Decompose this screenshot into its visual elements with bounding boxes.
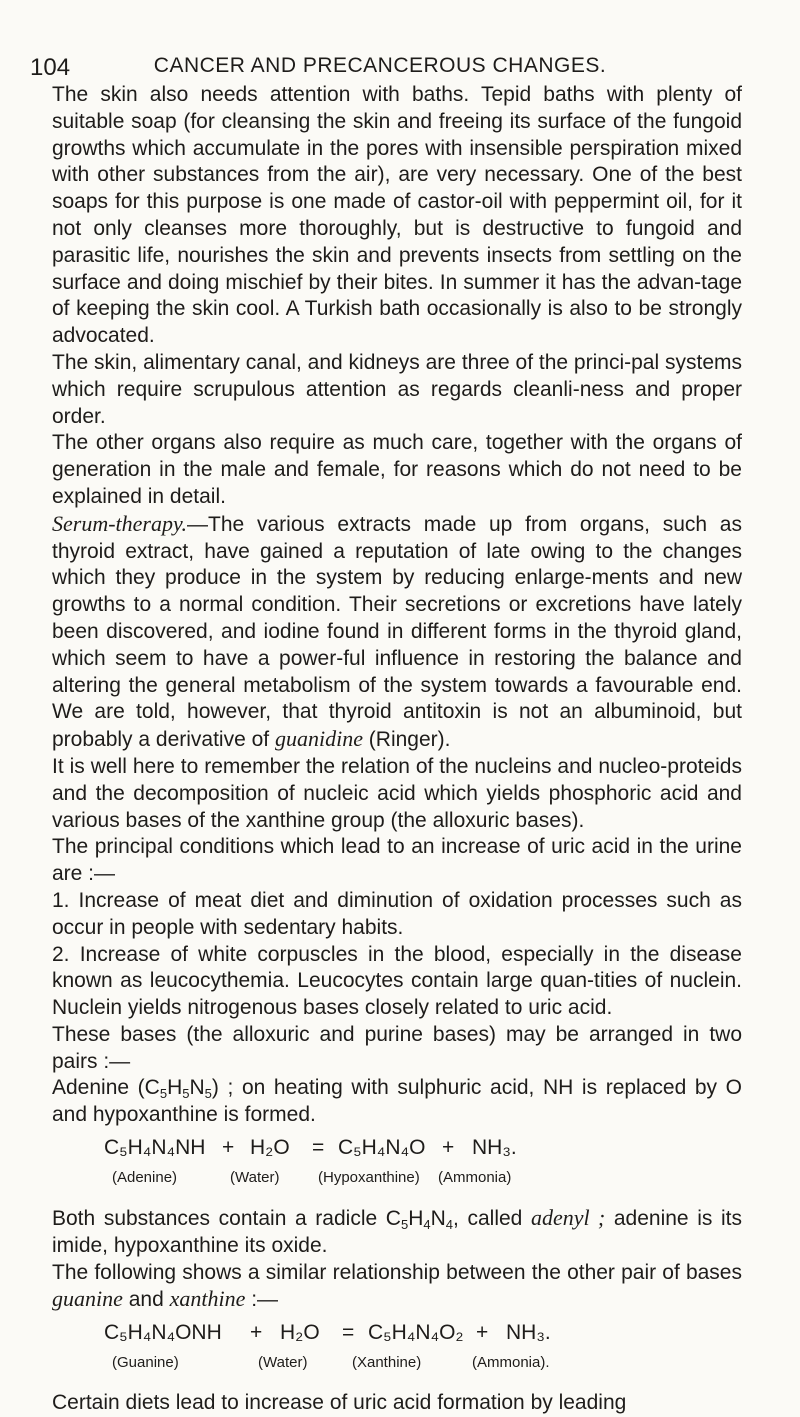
serum-therapy-end: (Ringer). bbox=[362, 728, 451, 752]
adenine-text-d: ) ; on heating with sulphuric acid, NH is replaced by O and hypoxanthine is formed. bbox=[52, 1076, 742, 1127]
paragraph-adenine bbox=[52, 1075, 742, 1129]
radicle-text-b: H bbox=[408, 1207, 424, 1231]
adenine-text-b: H bbox=[167, 1076, 183, 1100]
guanine-term: guanine bbox=[52, 1286, 123, 1312]
body-text bbox=[52, 82, 742, 1417]
serum-therapy-text: —The various extracts made up from organs, such as thyroid extract, have gained a reputation of late owing to the changes which they produce in the system by reducing enlarge-ments and new growths to a normal condition. Their secretions or excretions have lately been discovered, and iodine found in different forms in the thyroid gland, which seem to have a power-ful influence in restoring the balance and altering the general metabolism of the system towards a favourable end. We are told, however, that thyroid antitoxin is not an albuminoid, but probably a derivative of bbox=[52, 512, 742, 752]
equation-ammonia: NH₃. bbox=[472, 1136, 517, 1160]
equation-equals: = bbox=[342, 1321, 355, 1345]
equation-ammonia: NH₃. bbox=[506, 1321, 551, 1345]
equation-labels bbox=[52, 1169, 742, 1201]
paragraph-other-organs: The other organs also require as much care, together with the organs of generation in the male and female, for reasons which do not need to be explained in detail. bbox=[52, 431, 742, 508]
equation-label: (Xanthine) bbox=[352, 1354, 422, 1372]
serum-therapy-heading: Serum-therapy. bbox=[52, 510, 188, 536]
equation-plus: + bbox=[222, 1136, 235, 1160]
paragraph-principal-systems: The skin, alimentary canal, and kidneys are three of the princi-pal systems which require scrupulous attention as regards cleanli-ness and proper order. bbox=[52, 350, 742, 428]
subscript: 5 bbox=[400, 1217, 409, 1233]
paragraph-uric-acid-conditions: The principal conditions which lead to an increase of uric acid in the urine are :— bbox=[52, 835, 742, 886]
following-text-c: :— bbox=[245, 1288, 279, 1312]
equation-adenine bbox=[52, 1135, 742, 1201]
adenyl-term: adenyl ; bbox=[530, 1205, 606, 1231]
equation-labels bbox=[52, 1354, 742, 1386]
equation-plus: + bbox=[476, 1321, 489, 1345]
adenine-text-a: Adenine (C bbox=[52, 1076, 160, 1100]
subscript: 4 bbox=[445, 1217, 454, 1233]
subscript: 4 bbox=[423, 1217, 431, 1233]
paragraph-certain-diets: Certain diets lead to increase of uric acid formation by leading bbox=[52, 1391, 627, 1415]
radicle-text-e: adenine is its imide, hypoxanthine its oxide. bbox=[52, 1207, 743, 1257]
equation-lhs: C₅H₄N₄ONH bbox=[104, 1321, 222, 1345]
page-number: 104 bbox=[30, 54, 71, 81]
radicle-text-a: Both substances contain a radicle C bbox=[52, 1207, 401, 1231]
adenine-text-c: N bbox=[189, 1076, 205, 1100]
paragraph-radicle bbox=[52, 1205, 742, 1260]
equation-plus: + bbox=[442, 1136, 455, 1160]
following-text-b: and bbox=[122, 1288, 170, 1312]
equation-plus: + bbox=[250, 1321, 263, 1345]
equation-equals: = bbox=[312, 1136, 325, 1160]
running-head: CANCER AND PRECANCEROUS CHANGES. bbox=[153, 54, 607, 77]
list-item-meat-diet: 1. Increase of meat diet and diminution of oxidation processes such as occur in people with sedentary habits. bbox=[52, 888, 742, 939]
equation-label: (Hypoxanthine) bbox=[318, 1169, 420, 1187]
paragraph-following bbox=[52, 1260, 742, 1315]
following-text-a: The following shows a similar relationship between the other pair of bases bbox=[52, 1260, 742, 1284]
equation-label: (Adenine) bbox=[112, 1169, 178, 1187]
equation-label: (Ammonia) bbox=[438, 1169, 512, 1187]
subscript: 5 bbox=[182, 1086, 190, 1102]
equation-product: C₅H₄N₄O₂ bbox=[368, 1321, 464, 1345]
equation-product: C₅H₄N₄O bbox=[338, 1136, 426, 1160]
radicle-text-c: N bbox=[430, 1207, 446, 1231]
subscript: 5 bbox=[159, 1086, 168, 1102]
equation-label: (Water) bbox=[230, 1169, 280, 1187]
equation-water: H₂O bbox=[250, 1136, 290, 1160]
paragraph-serum-therapy bbox=[52, 511, 742, 754]
guanidine-term: guanidine bbox=[274, 726, 363, 752]
list-item-white-corpuscles: 2. Increase of white corpuscles in the blood, especially in the disease known as leucocythemia. Leucocytes contain large quan-tities of nuclein. Nuclein yields nitrogenous bases closely related to uric acid. bbox=[52, 942, 742, 1020]
equation-guanine bbox=[52, 1320, 742, 1386]
equation-lhs: C₅H₄N₄NH bbox=[104, 1136, 206, 1160]
paragraph-skin-baths: The skin also needs attention with baths. Tepid baths with plenty of suitable soap (for cleansing the skin and freeing its surface of the fungoid growths which accumulate in the pores with insensible perspiration mixed with other substances from the air), are very necessary. One of the best soaps for this purpose is one made of castor-oil with peppermint oil, for it not only cleanses more thoroughly, but is destructive to fungoid and parasitic life, nourishes the skin and prevents insects from settling on the surface and doing mischief by their bites. In summer it has the advan-tage of keeping the skin cool. A Turkish bath occasionally is also to be strongly advocated. bbox=[52, 83, 742, 348]
radicle-text-d: , called bbox=[453, 1207, 531, 1231]
equation-label: (Guanine) bbox=[112, 1354, 179, 1372]
equation-label: (Ammonia). bbox=[472, 1354, 550, 1372]
equation-water: H₂O bbox=[280, 1321, 320, 1345]
xanthine-term: xanthine bbox=[169, 1286, 246, 1312]
paragraph-nucleins: It is well here to remember the relation of the nucleins and nucleo-proteids and the decomposition of nucleic acid which yields phosphoric acid and various bases of the xanthine group (the alloxuric bases). bbox=[52, 754, 742, 832]
subscript: 5 bbox=[204, 1086, 212, 1102]
equation-label: (Water) bbox=[258, 1354, 308, 1372]
paragraph-bases-pairs: These bases (the alloxuric and purine bases) may be arranged in two pairs :— bbox=[52, 1022, 742, 1073]
